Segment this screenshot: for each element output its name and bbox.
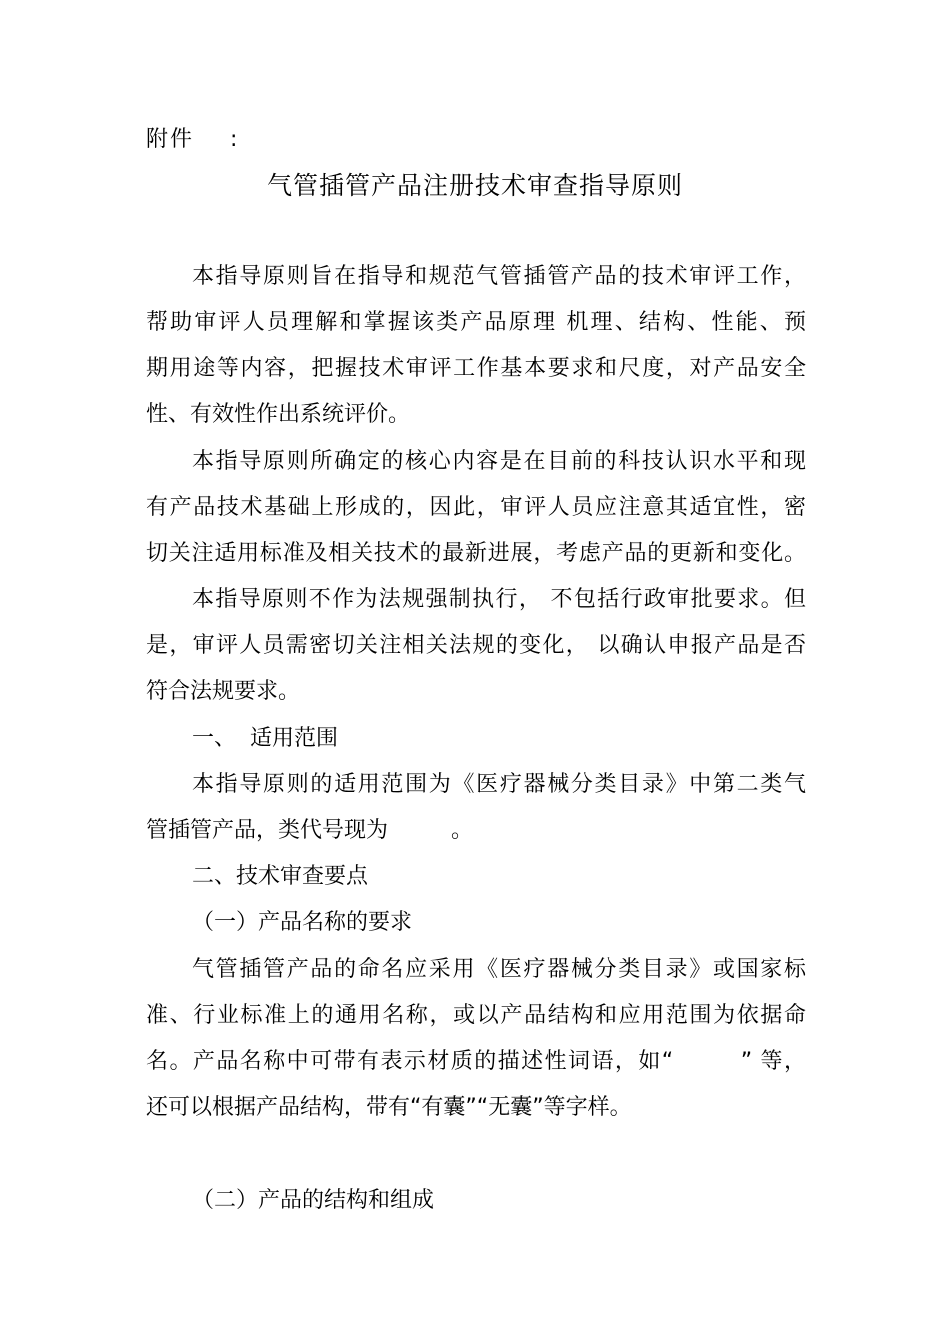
paragraph-line: 名。产品名称中可带有表示材质的描述性词语，如“ ” 等， — [146, 1049, 806, 1074]
paragraph-line: 本指导原则不作为法规强制执行， 不包括行政审批要求。但 — [192, 587, 806, 612]
paragraph-line: 还可以根据产品结构，带有“有囊”“无囊”等字样。 — [146, 1095, 632, 1120]
section-heading: 二、技术审查要点 — [192, 864, 369, 889]
paragraph-line: 有产品技术基础上形成的，因此，审评人员应注意其适宜性，密 — [146, 495, 806, 520]
paragraph-line: 性、有效性作出系统评价。 — [146, 402, 411, 427]
subsection-heading: （二）产品的结构和组成 — [192, 1188, 435, 1213]
subsection-heading: （一）产品名称的要求 — [192, 910, 413, 935]
paragraph-line: 本指导原则所确定的核心内容是在目前的科技认识水平和现 — [192, 449, 806, 474]
document-title: 气管插管产品注册技术审查指导原则 — [266, 171, 683, 200]
paragraph-line: 期用途等内容，把握技术审评工作基本要求和尺度，对产品安全 — [146, 356, 806, 381]
paragraph-line: 管插管产品，类代号现为 。 — [146, 818, 473, 843]
paragraph-line: 切关注适用标准及相关技术的最新进展，考虑产品的更新和变化。 — [146, 541, 806, 566]
paragraph-line: 本指导原则旨在指导和规范气管插管产品的技术审评工作， — [192, 264, 806, 289]
attachment-label: 附件 : — [146, 127, 240, 152]
paragraph-line: 帮助审评人员理解和掌握该类产品原理 机理、结构、性能、预 — [146, 310, 806, 335]
paragraph-line: 准、行业标准上的通用名称，或以产品结构和应用范围为依据命 — [146, 1003, 806, 1028]
paragraph-line: 符合法规要求。 — [146, 679, 301, 704]
paragraph-line: 是，审评人员需密切关注相关法规的变化， 以确认申报产品是否 — [146, 633, 806, 658]
paragraph-line: 气管插管产品的命名应采用《医疗器械分类目录》或国家标 — [192, 957, 806, 982]
section-heading: 一、 适用范围 — [192, 726, 338, 751]
paragraph-line: 本指导原则的适用范围为《医疗器械分类目录》中第二类气 — [192, 772, 806, 797]
